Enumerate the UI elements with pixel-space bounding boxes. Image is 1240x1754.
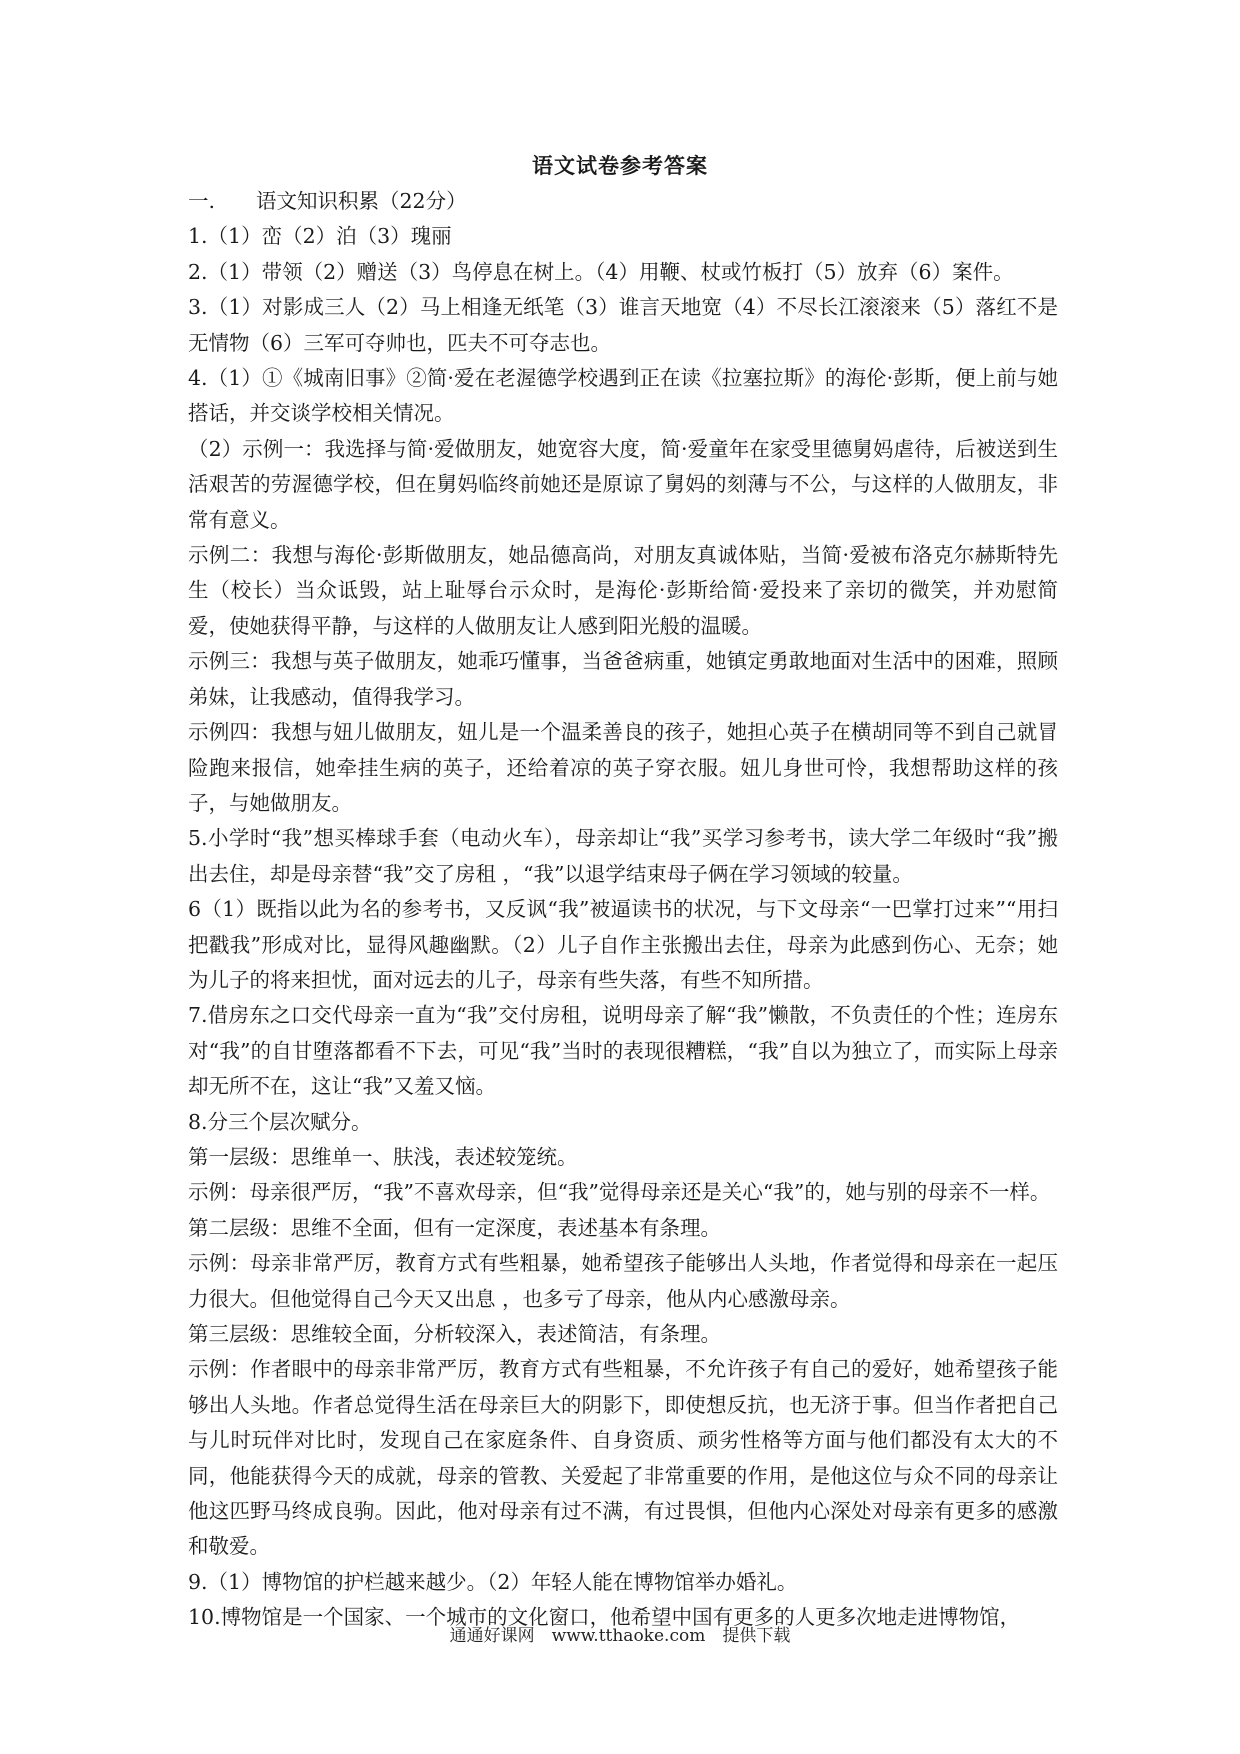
answer-1: 1.（1）峦（2）泊（3）瑰丽 <box>188 224 452 249</box>
answer-4-example-2: 示例二：我想与海伦·彭斯做朋友，她品德高尚，对朋友真诚体贴，当简·爱被布洛克尔赫斯特先生（校长）当众诋毁，站上耻辱台示众时，是海伦·彭斯给简·爱投来了亲切的微笑，并劝慰简爱，使她获得平静，与这样的人做朋友让人感到阳光般的温暖。 <box>188 543 1058 638</box>
answer-4-example-3: 示例三：我想与英子做朋友，她乖巧懂事，当爸爸病重，她镇定勇敢地面对生活中的困难，照顾弟妹，让我感动，值得我学习。 <box>188 649 1058 709</box>
answer-10: 10.博物馆是一个国家、一个城市的文化窗口，他希望中国有更多的人更多次地走进博物馆， <box>188 1605 1021 1630</box>
answer-4-example-4: 示例四：我想与妞儿做朋友，妞儿是一个温柔善良的孩子，她担心英子在横胡同等不到自己就冒险跑来报信，她牵挂生病的英子，还给着凉的英子穿衣服。妞儿身世可怜，我想帮助这样的孩子，与她做朋友。 <box>188 720 1058 815</box>
answer-7: 7.借房东之口交代母亲一直为“我”交付房租，说明母亲了解“我”懒散，不负责任的个性；连房东对“我”的自甘堕落都看不下去，可见“我”当时的表现很糟糕，“我”自以为独立了，而实际上母亲却无所不在，这让“我”又羞又恼。 <box>188 1003 1058 1099</box>
section-heading: 一. 语文知识积累（22分） <box>188 189 467 213</box>
answer-body <box>188 184 1058 1636</box>
answer-8: 8.分三个层次赋分。 <box>188 1109 372 1134</box>
answer-4-example-1: （2）示例一：我选择与简·爱做朋友，她宽容大度，简·爱童年在家受里德舅妈虐待，后被送到生活艰苦的劳渥德学校，但在舅妈临终前她还是原谅了舅妈的刻薄与不公，与这样的人做朋友，非常有意义。 <box>188 436 1058 532</box>
answer-5: 5.小学时“我”想买棒球手套（电动火车），母亲却让“我”买学习参考书，读大学二年级时“我”搬出去住，却是母亲替“我”交了房租 ，“我”以退学结束母子俩在学习领域的较量。 <box>188 826 1058 886</box>
document-title: 语文试卷参考答案 <box>532 153 708 178</box>
answer-8-level-2-example: 示例：母亲非常严厉，教育方式有些粗暴，她希望孩子能够出人头地，作者觉得和母亲在一起压力很大。但他觉得自己今天又出息 ，也多亏了母亲，他从内心感激母亲。 <box>188 1251 1058 1311</box>
answer-8-level-3-example: 示例：作者眼中的母亲非常严厉，教育方式有些粗暴，不允许孩子有自己的爱好，她希望孩子能够出人头地。作者总觉得生活在母亲巨大的阴影下，即使想反抗，也无济于事。但当作者把自己与儿时玩伴对比时，发现自己在家庭条件、自身资质、顽劣性格等方面与他们都没有太大的不同，他能获得今天的成就，母亲的管教、关爱起了非常重要的作用，是他这位与众不同的母亲让他这匹野马终成良驹。因此，他对母亲有过不满，有过畏惧，但他内心深处对母亲有更多的感激和敬爱。 <box>188 1357 1058 1559</box>
answer-8-level-2: 第二层级：思维不全面，但有一定深度，表述基本有条理。 <box>188 1215 721 1240</box>
answer-8-level-1-example: 示例：母亲很严厉，“我”不喜欢母亲，但“我”觉得母亲还是关心“我”的，她与别的母亲不一样。 <box>188 1180 1051 1205</box>
answer-2: 2.（1）带领（2）赠送（3）鸟停息在树上。（4）用鞭、杖或竹板打（5）放弃（6）案件。 <box>188 259 1014 284</box>
answer-6: 6（1）既指以此为名的参考书，又反讽“我”被逼读书的状况，与下文母亲“一巴掌打过来”“用扫把戳我”形成对比，显得风趣幽默。（2）儿子自作主张搬出去住，母亲为此感到伤心、无奈；她为儿子的将来担忧，面对远去的儿子，母亲有些失落，有些不知所措。 <box>188 897 1058 992</box>
answer-3: 3.（1）对影成三人（2）马上相逢无纸笔（3）谁言天地宽（4）不尽长江滚滚来（5）落红不是无情物（6）三军可夺帅也，匹夫不可夺志也。 <box>188 295 1058 355</box>
answer-9: 9.（1）博物馆的护栏越来越少。（2）年轻人能在博物馆举办婚礼。 <box>188 1569 798 1594</box>
answer-8-level-3: 第三层级：思维较全面，分析较深入，表述简洁，有条理。 <box>188 1322 721 1346</box>
page-footer: 通通好课网 www.tthaoke.com 提供下载 <box>449 1626 791 1646</box>
answer-4-part-1: 4.（1）①《城南旧事》②简·爱在老渥德学校遇到正在读《拉塞拉斯》的海伦·彭斯，便上前与她搭话，并交谈学校相关情况。 <box>188 366 1058 426</box>
answer-8-level-1: 第一层级：思维单一、肤浅，表述较笼统。 <box>188 1144 578 1169</box>
